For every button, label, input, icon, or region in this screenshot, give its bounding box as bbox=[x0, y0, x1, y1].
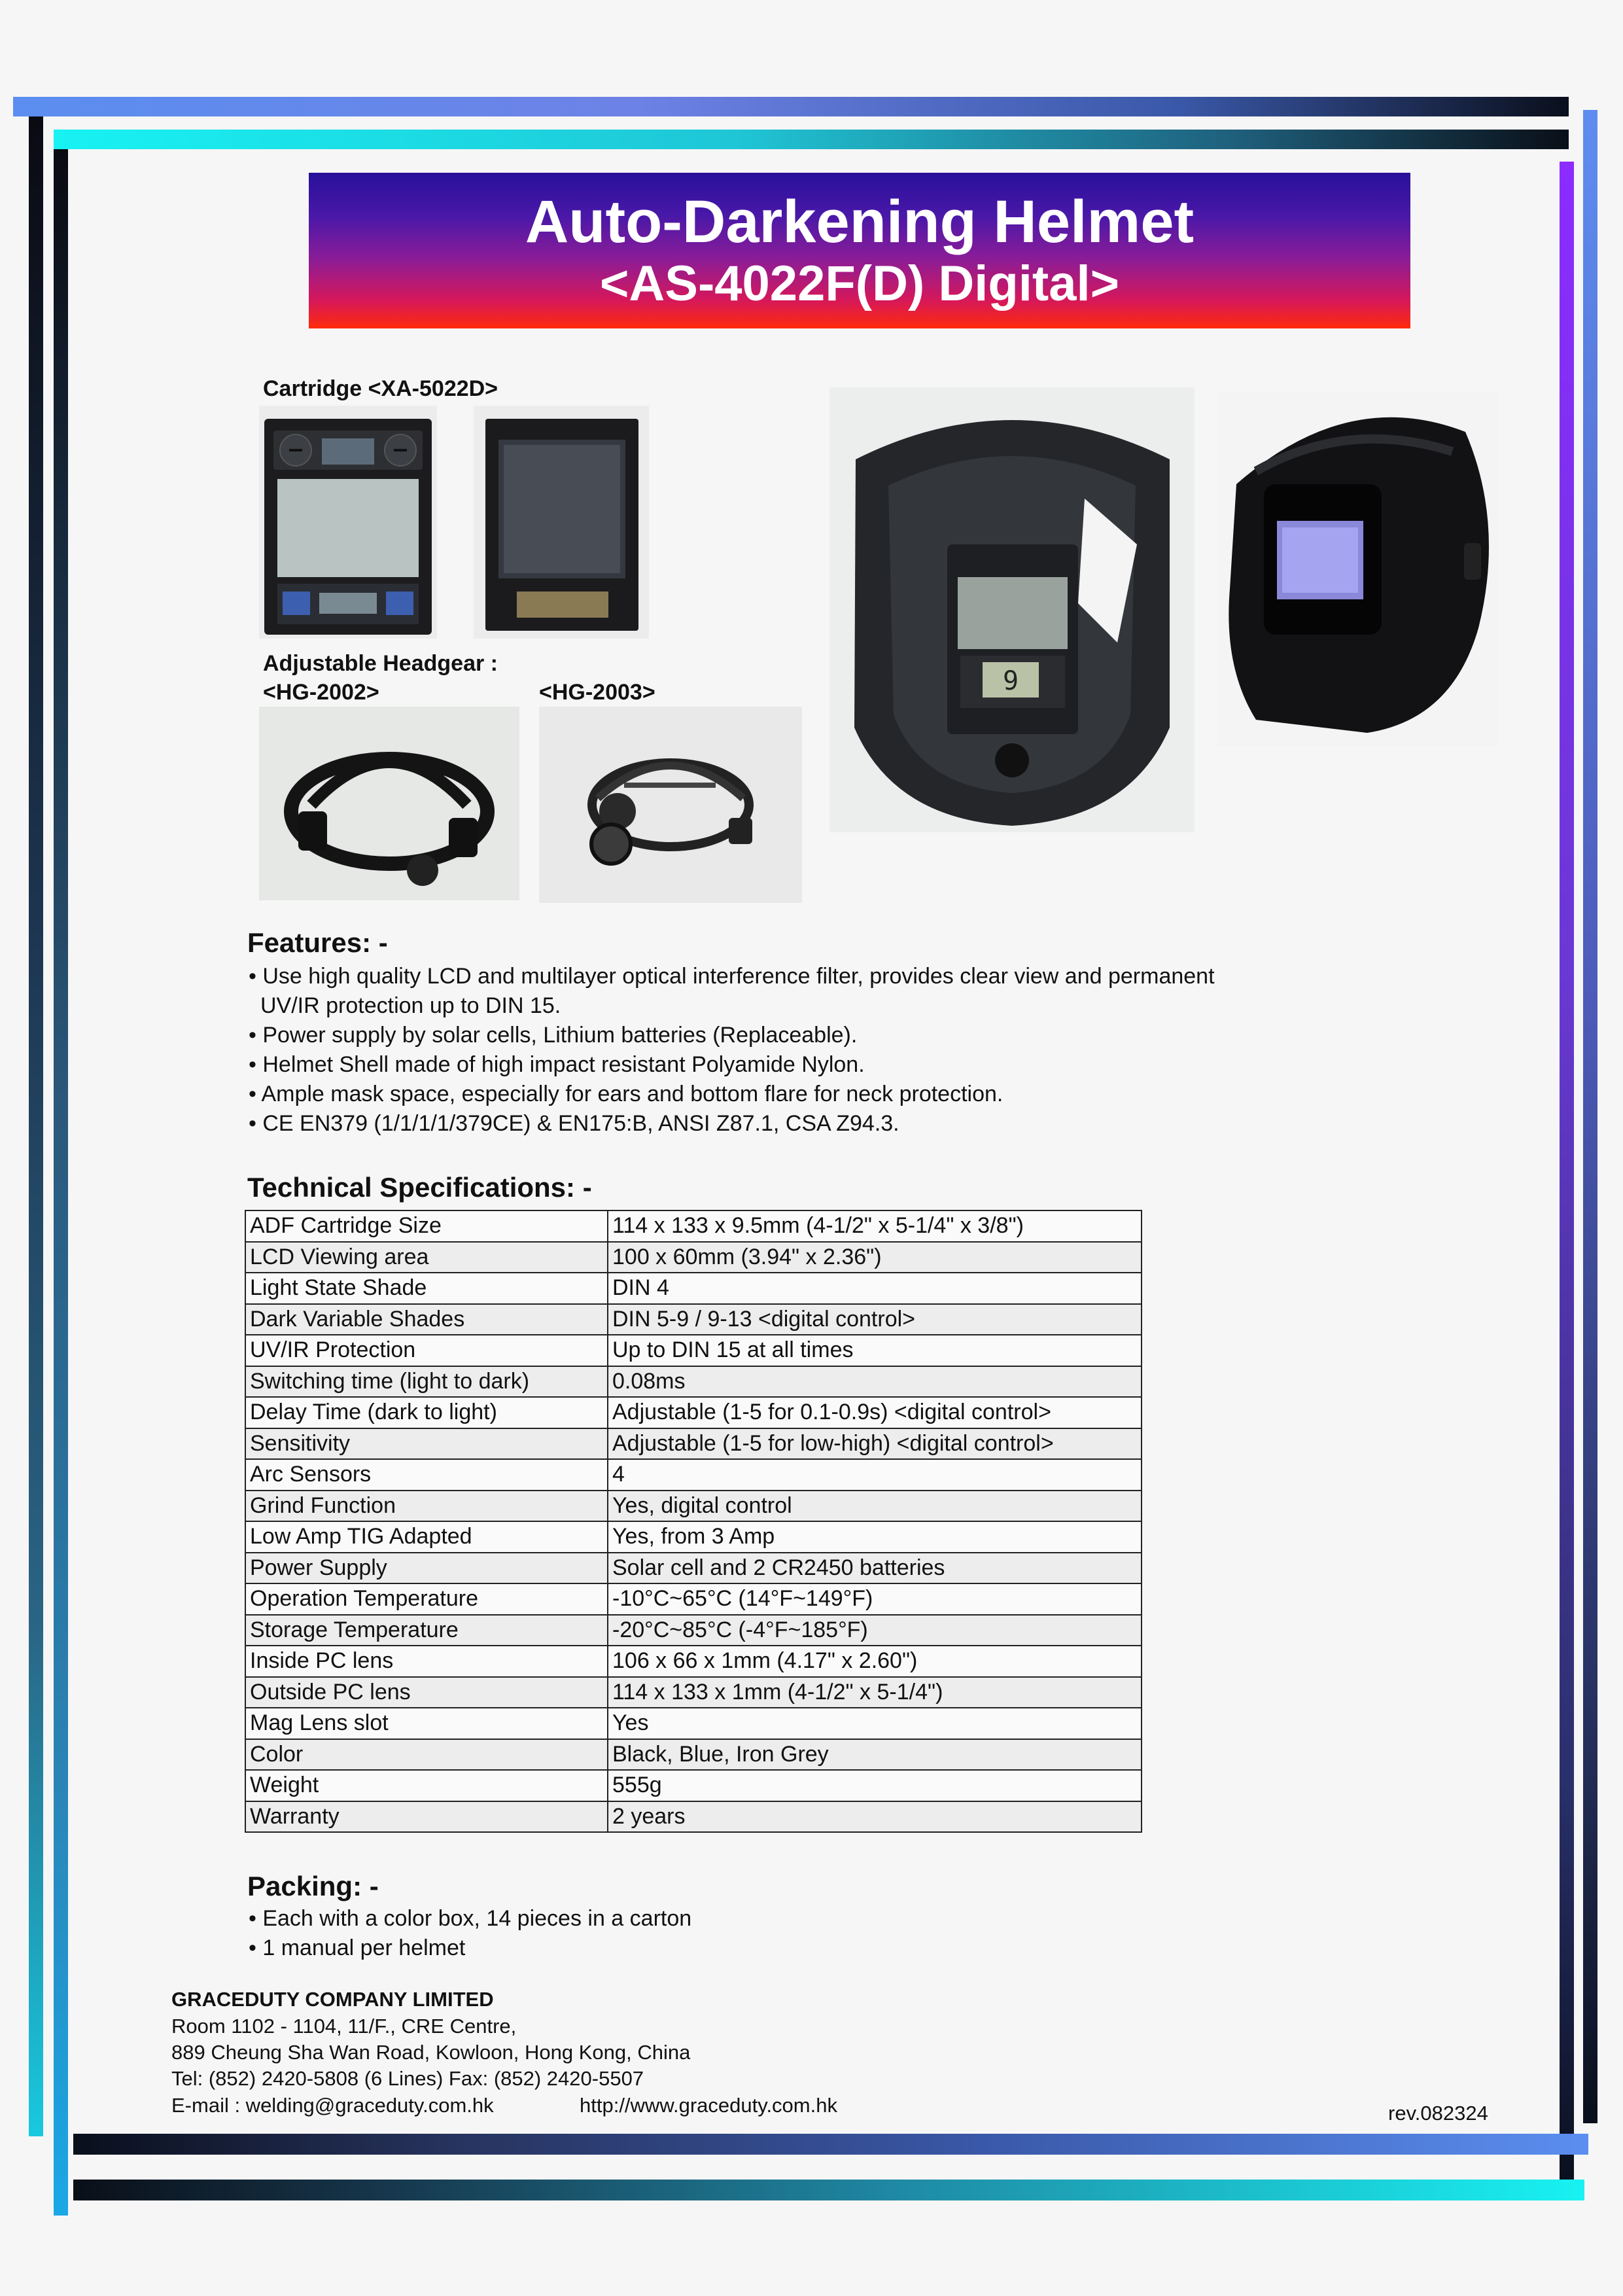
spec-value-cell: -10°C~65°C (14°F~149°F) bbox=[608, 1583, 1142, 1615]
spec-value-cell: Up to DIN 15 at all times bbox=[608, 1335, 1142, 1366]
spec-row bbox=[245, 1646, 1142, 1677]
spec-name-cell: Sensitivity bbox=[245, 1428, 608, 1460]
spec-value-cell: DIN 5-9 / 9-13 <digital control> bbox=[608, 1304, 1142, 1335]
headgear-label: Adjustable Headgear : bbox=[263, 651, 498, 676]
features-heading: Features: - bbox=[247, 927, 388, 958]
feature-item: UV/IR protection up to DIN 15. bbox=[260, 993, 561, 1018]
spec-name-cell: ADF Cartridge Size bbox=[245, 1210, 608, 1242]
page-title: Auto-Darkening Helmet bbox=[525, 188, 1195, 255]
spec-value-cell: Yes, digital control bbox=[608, 1491, 1142, 1522]
spec-row bbox=[245, 1273, 1142, 1304]
spec-row bbox=[245, 1521, 1142, 1553]
spec-value-cell: Yes bbox=[608, 1708, 1142, 1739]
spec-value-cell: Adjustable (1-5 for 0.1-0.9s) <digital control> bbox=[608, 1397, 1142, 1428]
spec-name-cell: Switching time (light to dark) bbox=[245, 1366, 608, 1398]
feature-item: • Power supply by solar cells, Lithium batteries (Replaceable). bbox=[249, 1023, 858, 1048]
spec-row bbox=[245, 1304, 1142, 1335]
spec-row bbox=[245, 1491, 1142, 1522]
company-email: E-mail : welding@graceduty.com.hk bbox=[171, 2094, 494, 2117]
spec-value-cell: Yes, from 3 Amp bbox=[608, 1521, 1142, 1553]
frame-bar-top-inner bbox=[54, 130, 1569, 149]
spec-value-cell: 114 x 133 x 1mm (4-1/2" x 5-1/4") bbox=[608, 1677, 1142, 1708]
feature-item: • Helmet Shell made of high impact resistant Polyamide Nylon. bbox=[249, 1052, 865, 1077]
spec-name-cell: Low Amp TIG Adapted bbox=[245, 1521, 608, 1553]
spec-name-cell: Outside PC lens bbox=[245, 1677, 608, 1708]
headgear-hg2003-photo bbox=[539, 707, 802, 903]
spec-name-cell: Dark Variable Shades bbox=[245, 1304, 608, 1335]
spec-row bbox=[245, 1739, 1142, 1771]
spec-row bbox=[245, 1708, 1142, 1739]
frame-bar-top-outer bbox=[13, 97, 1569, 116]
helmet-lcd-shade: 9 bbox=[1002, 666, 1019, 696]
spec-value-cell: -20°C~85°C (-4°F~185°F) bbox=[608, 1615, 1142, 1646]
spec-row bbox=[245, 1210, 1142, 1242]
frame-bar-bottom-inner bbox=[73, 2180, 1584, 2200]
frame-bar-left-inner bbox=[54, 149, 68, 2216]
company-phone-fax: Tel: (852) 2420-5808 (6 Lines) Fax: (852) 2420-5507 bbox=[171, 2067, 644, 2090]
spec-value-cell: 555g bbox=[608, 1770, 1142, 1801]
spec-row bbox=[245, 1801, 1142, 1833]
company-website: http://www.graceduty.com.hk bbox=[580, 2094, 837, 2117]
spec-value-cell: 100 x 60mm (3.94" x 2.36") bbox=[608, 1242, 1142, 1273]
frame-bar-right-inner bbox=[1560, 162, 1574, 2191]
spec-value-cell: 2 years bbox=[608, 1801, 1142, 1833]
spec-name-cell: UV/IR Protection bbox=[245, 1335, 608, 1366]
spec-row bbox=[245, 1459, 1142, 1491]
spec-name-cell: Warranty bbox=[245, 1801, 608, 1833]
packing-heading: Packing: - bbox=[247, 1871, 379, 1901]
frame-bar-left-outer bbox=[29, 116, 43, 2136]
spec-row bbox=[245, 1770, 1142, 1801]
spec-row bbox=[245, 1677, 1142, 1708]
spec-name-cell: Operation Temperature bbox=[245, 1583, 608, 1615]
packing-item: • 1 manual per helmet bbox=[249, 1935, 466, 1960]
spec-value-cell: Adjustable (1-5 for low-high) <digital control> bbox=[608, 1428, 1142, 1460]
company-name: GRACEDUTY COMPANY LIMITED bbox=[171, 1988, 494, 2011]
spec-value-cell: 4 bbox=[608, 1459, 1142, 1491]
spec-value-cell: 106 x 66 x 1mm (4.17" x 2.60") bbox=[608, 1646, 1142, 1677]
spec-row bbox=[245, 1242, 1142, 1273]
spec-name-cell: Inside PC lens bbox=[245, 1646, 608, 1677]
spec-name-cell: Storage Temperature bbox=[245, 1615, 608, 1646]
helmet-inside-photo bbox=[829, 387, 1195, 832]
spec-row bbox=[245, 1553, 1142, 1584]
spec-name-cell: LCD Viewing area bbox=[245, 1242, 608, 1273]
spec-name-cell: Delay Time (dark to light) bbox=[245, 1397, 608, 1428]
revision-label: rev.082324 bbox=[1388, 2102, 1488, 2125]
headgear-hg2002-photo bbox=[259, 707, 519, 900]
spec-value-cell: Solar cell and 2 CR2450 batteries bbox=[608, 1553, 1142, 1584]
spec-value-cell: 0.08ms bbox=[608, 1366, 1142, 1398]
spec-name-cell: Color bbox=[245, 1739, 608, 1771]
specs-heading: Technical Specifications: - bbox=[247, 1172, 592, 1203]
cartridge-front-photo bbox=[259, 406, 437, 639]
headgear-model-hg2002: <HG-2002> bbox=[263, 680, 379, 705]
feature-item: • Ample mask space, especially for ears and bottom flare for neck protection. bbox=[249, 1082, 1003, 1106]
company-address-line2: 889 Cheung Sha Wan Road, Kowloon, Hong Kong, China bbox=[171, 2041, 691, 2064]
packing-item: • Each with a color box, 14 pieces in a carton bbox=[249, 1906, 692, 1931]
model-title: <AS-4022F(D) Digital> bbox=[600, 256, 1119, 311]
spec-name-cell: Power Supply bbox=[245, 1553, 608, 1584]
spec-name-cell: Grind Function bbox=[245, 1491, 608, 1522]
frame-bar-bottom-outer bbox=[73, 2134, 1588, 2155]
frame-bar-right-outer bbox=[1583, 110, 1597, 2123]
spec-row bbox=[245, 1335, 1142, 1366]
spec-name-cell: Mag Lens slot bbox=[245, 1708, 608, 1739]
feature-item: • CE EN379 (1/1/1/1/379CE) & EN175:B, ANSI Z87.1, CSA Z94.3. bbox=[249, 1111, 899, 1136]
spec-row bbox=[245, 1397, 1142, 1428]
spec-value-cell: DIN 4 bbox=[608, 1273, 1142, 1304]
specs-table bbox=[245, 1210, 1142, 1833]
cartridge-label: Cartridge <XA-5022D> bbox=[263, 376, 498, 401]
spec-row bbox=[245, 1583, 1142, 1615]
headgear-model-hg2003: <HG-2003> bbox=[539, 680, 655, 705]
spec-name-cell: Light State Shade bbox=[245, 1273, 608, 1304]
company-address-line1: Room 1102 - 1104, 11/F., CRE Centre, bbox=[171, 2015, 517, 2038]
spec-row bbox=[245, 1428, 1142, 1460]
spec-value-cell: Black, Blue, Iron Grey bbox=[608, 1739, 1142, 1771]
spec-row bbox=[245, 1615, 1142, 1646]
spec-name-cell: Weight bbox=[245, 1770, 608, 1801]
feature-item: • Use high quality LCD and multilayer optical interference filter, provides clear view and permanent bbox=[249, 964, 1215, 989]
spec-value-cell: 114 x 133 x 9.5mm (4-1/2" x 5-1/4" x 3/8") bbox=[608, 1210, 1142, 1242]
helmet-outside-photo bbox=[1217, 393, 1498, 746]
spec-row bbox=[245, 1366, 1142, 1398]
spec-name-cell: Arc Sensors bbox=[245, 1459, 608, 1491]
cartridge-back-photo bbox=[474, 406, 649, 639]
title-banner bbox=[309, 173, 1410, 328]
